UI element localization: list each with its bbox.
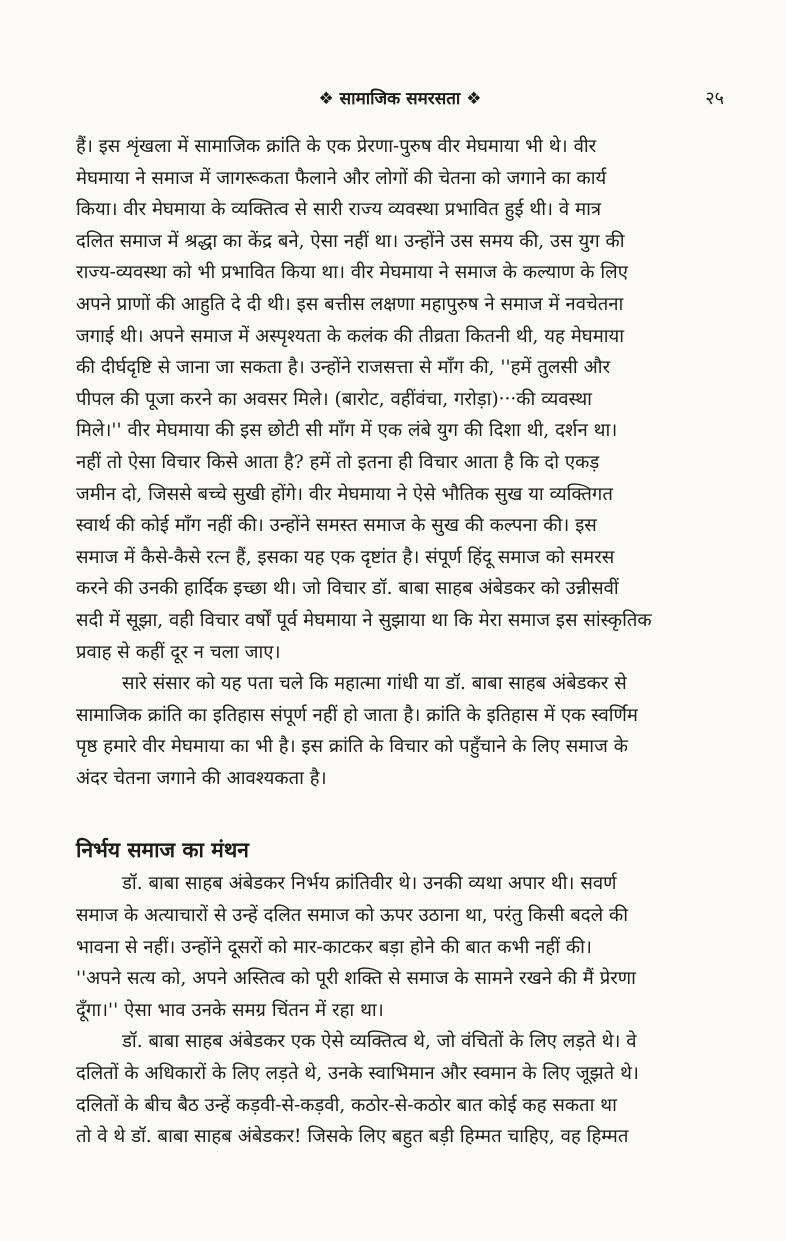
text-line: दूँगा।'' ऐसा भाव उनके समग्र चिंतन में रहा था। [76, 999, 384, 1021]
page-content [76, 131, 740, 1153]
text-line: हैं। इस शृंखला में सामाजिक क्रांति के एक प्रेरणा-पुरुष वीर मेघमाया भी थे। वीर [76, 136, 597, 157]
text-line: समाज में कैसे-कैसे रत्न हैं, इसका यह एक दृष्टांत है। संपूर्ण हिंदू समाज को समरस [76, 546, 615, 568]
text-line: मिले।'' वीर मेघमाया की इस छोटी सी माँग में एक लंबे युग की दिशा थी, दर्शन था। [76, 420, 618, 442]
text-line: जगाई थी। अपने समाज में अस्पृश्यता के कलंक की तीव्रता कितनी थी, यह मेघमाया [76, 325, 625, 347]
text-line: डॉ. बाबा साहब अंबेडकर निर्भय क्रांतिवीर थे। उनकी व्यथा अपार थी। सवर्ण [122, 873, 617, 895]
text-line: मेघमाया ने समाज में जागरूकता फैलाने और लोगों की चेतना को जगाने का कार्य [76, 167, 607, 189]
text-line: प्रवाह से कहीं दूर न चला जाए। [76, 641, 281, 663]
text-line: जमीन दो, जिससे बच्चे सुखी होंगे। वीर मेघमाया ने ऐसे भौतिक सुख या व्यक्तिगत [76, 483, 613, 505]
running-head [0, 86, 786, 116]
text-line: नहीं तो ऐसा विचार किसे आता है? हमें तो इतना ही विचार आता है कि दो एकड़ [76, 451, 600, 473]
paragraph-1 [76, 131, 740, 668]
text-line: ''अपने सत्य को, अपने अस्तित्व को पूरी शक्ति से समाज के सामने रखने की मैं प्रेरणा [76, 968, 636, 990]
text-line: दलितों के बीच बैठ उन्हें कड़वी-से-कड़वी, कठोर-से-कठोर बात कोई कह सकता था [76, 1094, 617, 1116]
paragraph-4 [76, 1026, 740, 1152]
section-heading: निर्भय समाज का मंथन [76, 838, 249, 863]
page-number: २५ [705, 88, 724, 109]
text-line: राज्य-व्यवस्था को भी प्रभावित किया था। वीर मेघमाया ने समाज के कल्याण के लिए [76, 262, 628, 284]
text-line: अंदर चेतना जगाने की आवश्यकता है। [76, 767, 327, 789]
text-line: दलित समाज में श्रद्धा का केंद्र बने, ऐसा नहीं था। उन्होंने उस समय की, उस युग की [76, 230, 625, 252]
text-line: की दीर्घदृष्टि से जाना जा सकता है। उन्होंने राजसत्ता से माँग की, ''हमें तुलसी और [76, 357, 611, 379]
paragraph-2 [76, 668, 740, 794]
text-line: सामाजिक क्रांति का इतिहास संपूर्ण नहीं हो जाता है। क्रांति के इतिहास में एक स्वर्णिम [76, 704, 638, 726]
paragraph-3 [76, 868, 740, 1026]
text-line: दलितों के अधिकारों के लिए लड़ते थे, उनके स्वाभिमान और स्वमान के लिए जूझते थे। [76, 1063, 639, 1085]
text-line: समाज के अत्याचारों से उन्हें दलित समाज को ऊपर उठाना था, परंतु किसी बदले की [76, 905, 629, 927]
text-line: डॉ. बाबा साहब अंबेडकर एक ऐसे व्यक्तित्व थे, जो वंचितों के लिए लड़ते थे। वे [122, 1031, 637, 1053]
text-line: किया। वीर मेघमाया के व्यक्तित्व से सारी राज्य व्यवस्था प्रभावित हुई थी। वे मात्र [76, 199, 602, 221]
text-line: करने की उनकी हार्दिक इच्छा थी। जो विचार डॉ. बाबा साहब अंबेडकर को उन्नीसवीं [76, 578, 619, 600]
text-line: भावना से नहीं। उन्होंने दूसरों को मार-काटकर बड़ा होने की बात कभी नहीं की। [76, 936, 592, 958]
text-line: पृष्ठ हमारे वीर मेघमाया का भी है। इस क्रांति के विचार को पहुँचाने के लिए समाज के [76, 736, 628, 758]
text-line: सदी में सूझा, वही विचार वर्षों पूर्व मेघमाया ने सुझाया था कि मेरा समाज इस सांस्कृतिक [76, 609, 652, 631]
text-line: अपने प्राणों की आहुति दे दी थी। इस बत्तीस लक्षणा महापुरुष ने समाज में नवचेतना [76, 293, 624, 315]
running-head-title: ❖ सामाजिक समरसता ❖ [318, 89, 482, 109]
text-line: सारे संसार को यह पता चले कि महात्मा गांधी या डॉ. बाबा साहब अंबेडकर से [122, 673, 627, 695]
text-line: तो वे थे डॉ. बाबा साहब अंबेडकर! जिसके लिए बहुत बड़ी हिम्मत चाहिए, वह हिम्मत [76, 1126, 629, 1148]
text-line: स्वार्थ की कोई माँग नहीं की। उन्होंने समस्त समाज के सुख की कल्पना की। इस [76, 515, 597, 537]
text-line: पीपल की पूजा करने का अवसर मिले। (बारोट, वहींवंचा, गरोड़ा)···की व्यवस्था [76, 388, 592, 410]
